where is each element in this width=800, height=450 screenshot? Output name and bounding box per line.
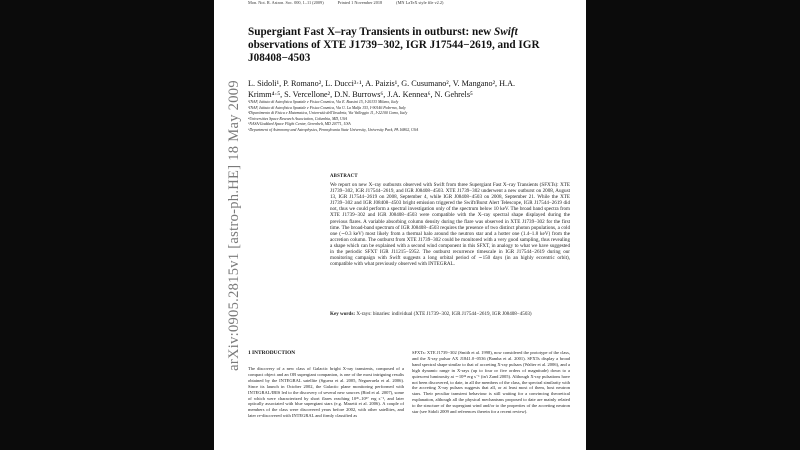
arxiv-stamp-text: arXiv:0905.2815v1 [astro-ph.HE] 18 May 2009	[225, 79, 242, 371]
affiliation: ⁴Universities Space Research Association, Columbia, MD, USA	[248, 116, 348, 121]
intro-right-column: SFXTs: XTE J1739−302 (Smith et al. 1998), now considered the prototype of the class, and the X-ray pulsar AX J1841.0−0536 (Bamba et al. 2001). SFXTs display a broad band spectral shape similar to that of accreting X-ray pulsars (Walter et al. 2006), and a high dynamic range in X-rays (up to four or five orders of magnitude) down to a quiescent luminosity at ∼10³² erg s⁻¹ (in't Zand 2005). Although X-ray pulsations have not been discovered, to date, in all the members of the class, the spectral similarity with the accreting X-ray pulsars suggests that all, or at least most of them, host neutron stars. Their peculiar transient behaviour is still waiting for a convincing theoretical explanation, although all the physical mechanisms proposed to date are mainly related to the structure of the supergiant wind and/or to the properties of the accreting neutron star (see Sidoli 2009 and references therein for a recent review).	[412, 350, 570, 415]
keywords-label: Key words:	[330, 311, 356, 317]
section-heading: 1 INTRODUCTION	[248, 350, 296, 356]
affiliation: ³Dipartimento di Fisica e Matematica, Università dell'Insubria, Via Valleggio 11, I-22100 Como, Italy	[248, 111, 408, 116]
affiliation-list	[248, 100, 558, 134]
paper-title	[248, 26, 548, 65]
intro-left-column: The discovery of a new class of Galactic bright X-ray transients, composed of a compact object and an OB supergiant companion, is one of the most intriguing results obtained by the INTEGRAL satellite (Sguera et al. 2005, Negueruela et al. 2006). Since its launch in October 2002, the Galactic plane monitoring performed with INTEGRAL/IBIS led to the discovery of several new sources (Bird et al. 2007), some of which were characterized by short flares reaching 10³⁶–10³⁷ erg s⁻¹, and later optically associated with blue supergiant stars (e.g. Masetti et al. 2006). A couple of members of the class were discovered years before 2002, with other satellites, and later re-discovered with INTEGRAL and firmly classified as	[248, 366, 404, 419]
abstract-text: We report on new X–ray outbursts observed with Swift from three Supergiant Fast X–ray Transients (SFXTs): XTE J1739−302, IGR J17544−2619, and IGR J08408−4503. XTE J1739−302 underwent a new outburst on 2008, August 13, IGR J17544−2619 on 2008, September 4, while IGR J08408−4503 on 2008, September 21. While the XTE J1739−302 and IGR J08408−4503 bright emission triggered the Swift/Burst Alert Telescope, IGR J17544−2619 did not, thus we could perform a spectral investigation only of the spectrum below 10 keV. The broad band spectra from XTE J1739−302 and IGR J08408−4503 were compatible with the X–ray spectral shape displayed during the previous flares. A variable absorbing column density during the flare was observed in XTE J1739−302 for the first time. The broad-band spectrum of IGR J08408−4503 requires the presence of two distinct photon populations, a cold one (∼0.3 keV) most likely from a thermal halo around the neutron star and a hotter one (1.4–1.8 keV) from the accretion column. The outburst from XTE J1739−302 could be monitored with a very good sampling, thus revealing a shape which can be explained with a second wind component in this SFXT, in analogy to what we have suggested in the periodic SFXT IGR J11215−5952. The outburst recurrence timescale in IGR J17544−2619 during our monitoring campaign with Swift suggests a long orbital period of ∼150 days (in an highly eccentric orbit), compatible with what previously observed with INTEGRAL.	[330, 182, 570, 268]
journal-citation: Mon. Not. R. Astron. Soc. 000, 1–11 (2009)	[248, 0, 324, 5]
keywords-text: X-rays: binaries: individual (XTE J1739−302, IGR J17544−2619, IGR J08408−4503)	[356, 311, 532, 317]
affiliation: ¹INAF, Istituto di Astrofisica Spaziale e Fisica Cosmica, Via E. Bassini 15, I-20133 Milano, Italy	[248, 100, 399, 104]
author-list: L. Sidoli¹, P. Romano², L. Ducci³·¹, A. Paizis¹, G. Cusumano², V. Mangano², H.A. Krimm⁴·⁵, S. Vercellone², D.N. Burrows⁶, J.A. Kennea⁶, N. Gehrels⁵	[248, 79, 516, 99]
style-note: (MN LaTeX style file v2.2)	[396, 0, 444, 5]
title-part-1: Supergiant Fast X–ray Transients in outburst: new	[248, 26, 495, 38]
printed-date: Printed 1 November 2018	[337, 0, 383, 5]
affiliation: ⁶Department of Astronomy and Astrophysics, Pennsylvania State University, University Park, PA 16802, USA	[248, 127, 419, 132]
affiliation: ⁵NASA/Goddard Space Flight Center, Greenbelt, MD 20771, USA	[248, 122, 351, 127]
title-part-2: observations of XTE J1739−302, IGR J17544−2619, and IGR J08408−4503	[248, 39, 540, 64]
arxiv-stamp	[222, 60, 246, 390]
keywords	[330, 311, 570, 317]
running-head	[248, 0, 548, 5]
affiliation: ²INAF, Istituto di Astrofisica Spaziale e Fisica Cosmica, Via U. La Malfa 153, I-90146 Palermo, Italy	[248, 105, 406, 110]
abstract-heading: ABSTRACT	[330, 174, 358, 179]
title-italic: Swift	[494, 26, 518, 38]
